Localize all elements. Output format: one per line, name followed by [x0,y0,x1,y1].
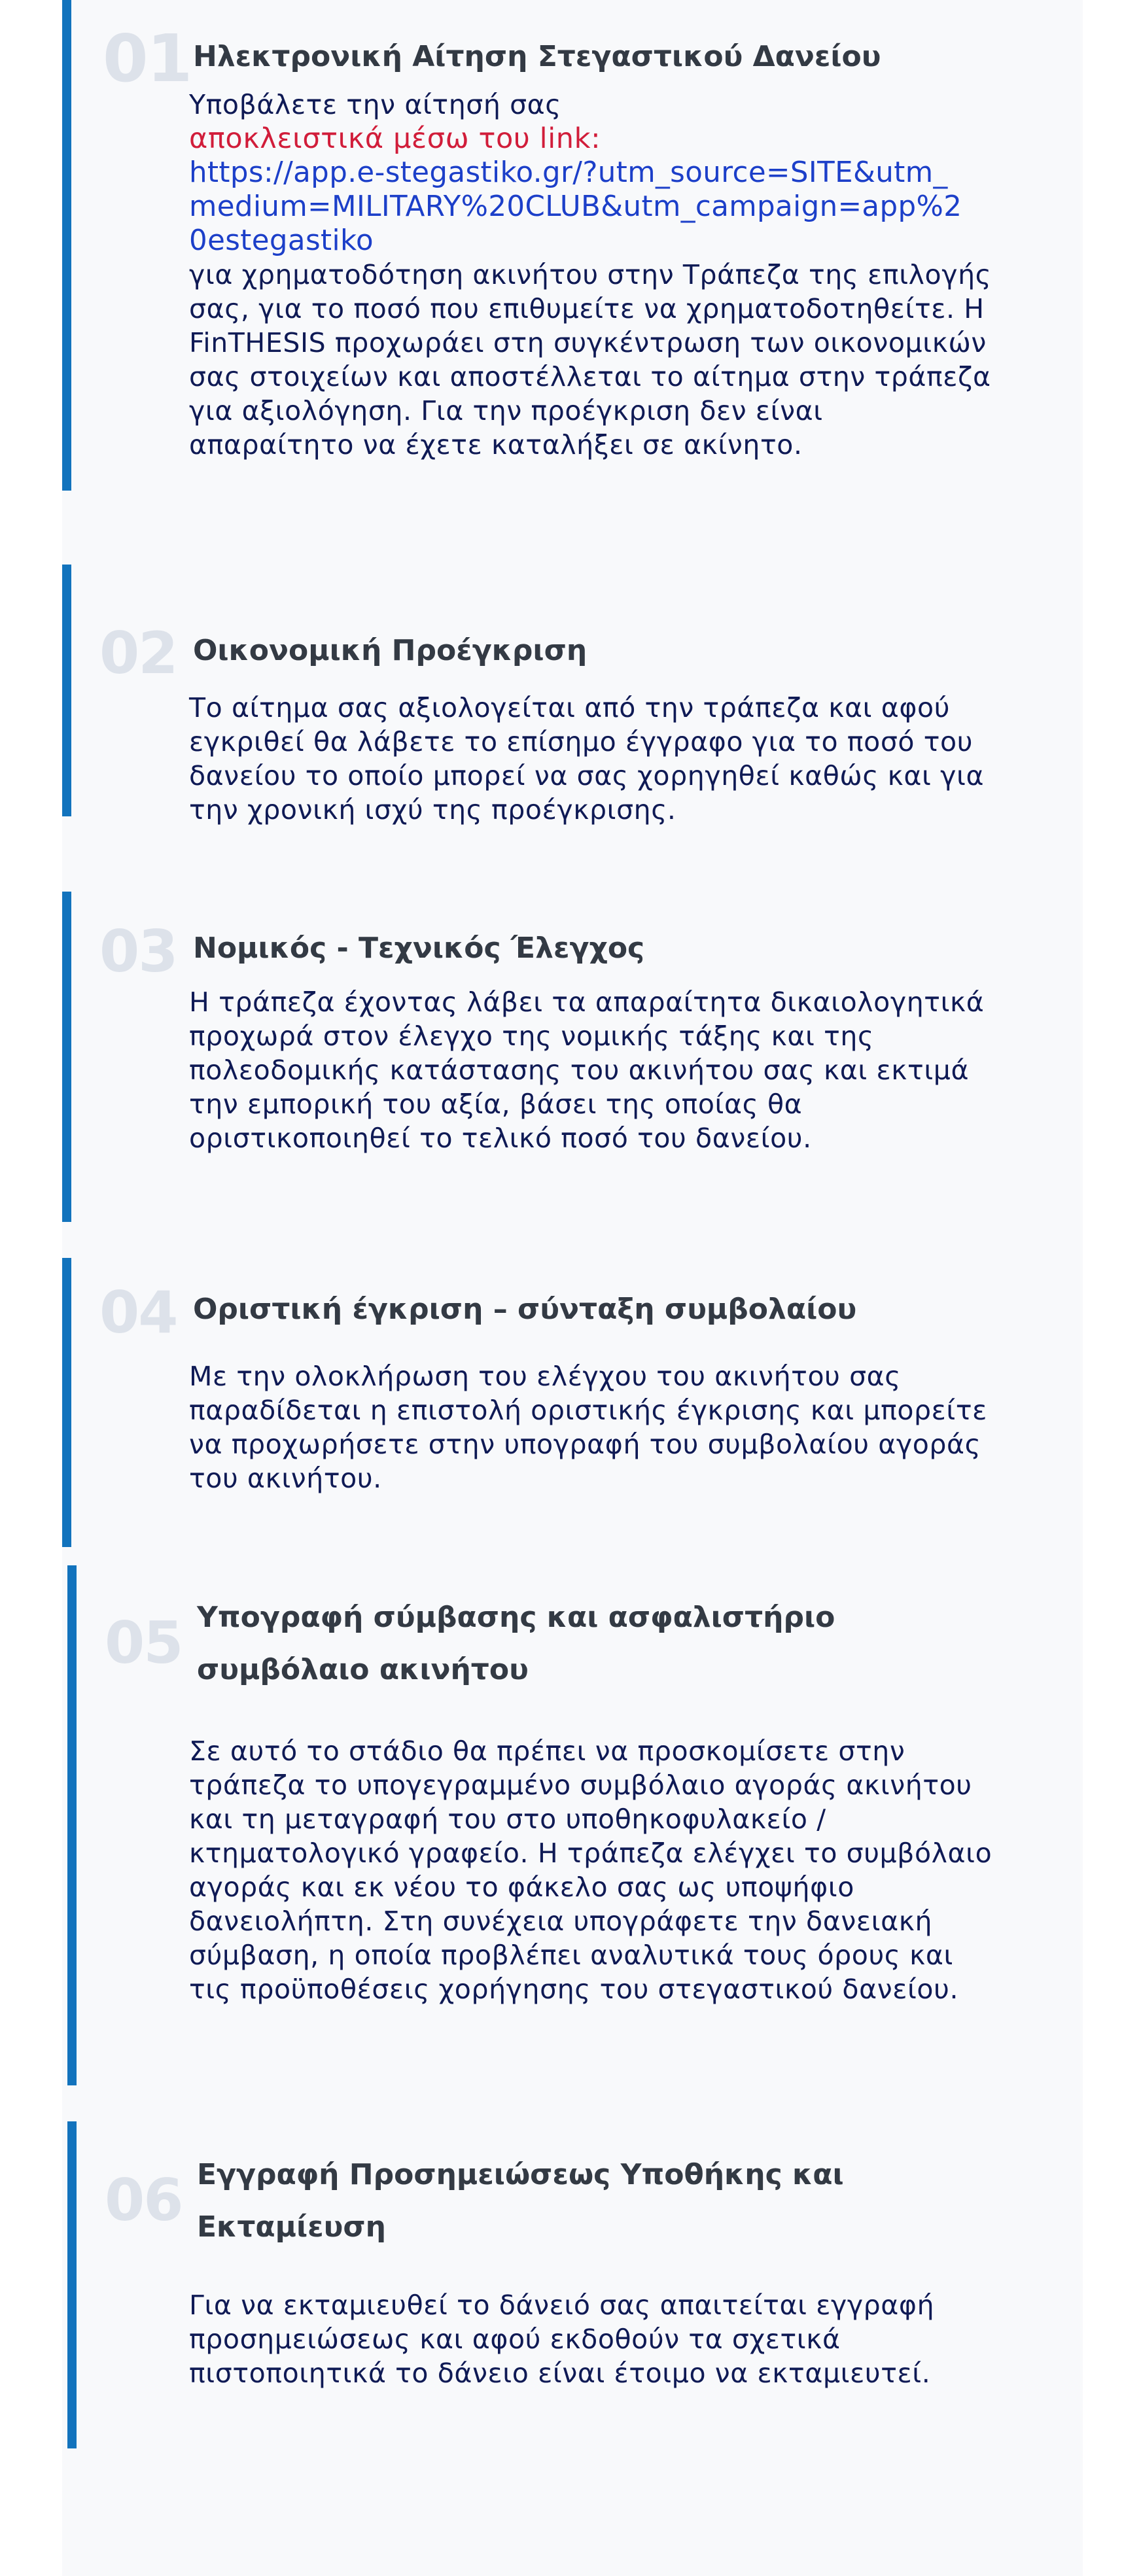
step-number: 04 [99,1279,177,1346]
step-number: 02 [99,619,177,687]
step-body-text: Για να εκταμιευθεί το δάνειό σας απαιτείται εγγραφή προσημειώσεως και αφού εκδοθούν τα σχετικά πιστοποιητικά το δάνειο είναι έτοιμο να εκταμιευτεί. [189,2289,935,2389]
step-accent-bar [62,565,71,816]
step-intro: Υποβάλετε την αίτησή σας [189,89,561,120]
step-title: Ηλεκτρονική Αίτηση Στεγαστικού Δανείου [193,40,881,73]
step-body [189,1359,994,1495]
step-body [189,691,994,827]
step-body [189,1734,994,2006]
step-title: Υπογραφή σύμβασης και ασφαλιστήριο συμβόλαιο ακινήτου [197,1601,835,1686]
step-title: Νομικός - Τεχνικός Έλεγχος [193,931,645,965]
step-emphasis: αποκλειστικά μέσω του link: [189,122,601,155]
step-accent-bar [67,1565,77,2085]
steps-page [62,0,1083,2576]
step-title: Εγγραφή Προσημειώσεως Υποθήκης και Εκταμίευση [197,2158,844,2244]
step-accent-bar [62,892,71,1222]
step-body [189,2288,994,2390]
step-accent-bar [67,2121,77,2448]
step-body [189,985,994,1155]
step-body-text: Με την ολοκλήρωση του ελέγχου του ακινήτου σας παραδίδεται η επιστολή οριστικής έγκρισης και μπορείτε να προχωρήσετε στην υπογραφή του συμβολαίου αγοράς του ακινήτου. [189,1361,987,1494]
step-number: 05 [105,1609,183,1677]
step-title: Οικονομική Προέγκριση [193,634,588,667]
application-link[interactable]: https://app.e-stegastiko.gr/?utm_source=SITE&utm_medium=MILITARY%20CLUB&utm_campaign=app%20estegastiko [189,156,962,257]
step-body-text: για χρηματοδότηση ακινήτου στην Τράπεζα της επιλογής σας, για το ποσό που επιθυμείτε να χρηματοδοτηθείτε. Η FinTHESIS προχωράει στη συγκέντρωση των οικονομικών σας στοιχείων και αποστέλλεται το αίτημα στην τράπεζα για αξιολόγηση. Για την προέγκριση δεν είναι απαραίτητο να έχετε καταλήξει σε ακίνητο. [189,259,992,461]
step-body-text: Σε αυτό το στάδιο θα πρέπει να προσκομίσετε στην τράπεζα το υπογεγραμμένο συμβόλαιο αγοράς ακινήτου και τη μεταγραφή του στο υποθηκοφυλακείο / κτηματολογικό γραφείο. Η τράπεζα ελέγχει το συμβόλαιο αγοράς και εκ νέου το φάκελο σας ως υποψήφιο δανειολήπτη. Στη συνέχεια υπογράφετε την δανειακή σύμβαση, η οποία προβλέπει αναλυτικά τους όρους και τις προϋποθέσεις χορήγησης του στεγαστικού δανείου. [189,1735,992,2005]
step-number: 06 [105,2167,183,2234]
step-number: 01 [103,20,192,97]
step-accent-bar [62,0,71,491]
step-number: 03 [99,918,177,985]
step-body-text: Η τράπεζα έχοντας λάβει τα απαραίτητα δικαιολογητικά προχωρά στον έλεγχο της νομικής τάξης και της πολεοδομικής κατάστασης του ακινήτου σας και εκτιμά την εμπορική του αξία, βάσει της οποίας θα οριστικοποιηθεί το τελικό ποσό του δανείου. [189,986,985,1154]
step-title: Οριστική έγκριση – σύνταξη συμβολαίου [193,1293,857,1326]
step-accent-bar [62,1258,71,1547]
step-body-text: Το αίτημα σας αξιολογείται από την τράπεζα και αφού εγκριθεί θα λάβετε το επίσημο έγγραφο για το ποσό του δανείου το οποίο μπορεί να σας χορηγηθεί καθώς και για την χρονική ισχύ της προέγκρισης. [189,692,985,826]
step-body [189,88,994,462]
